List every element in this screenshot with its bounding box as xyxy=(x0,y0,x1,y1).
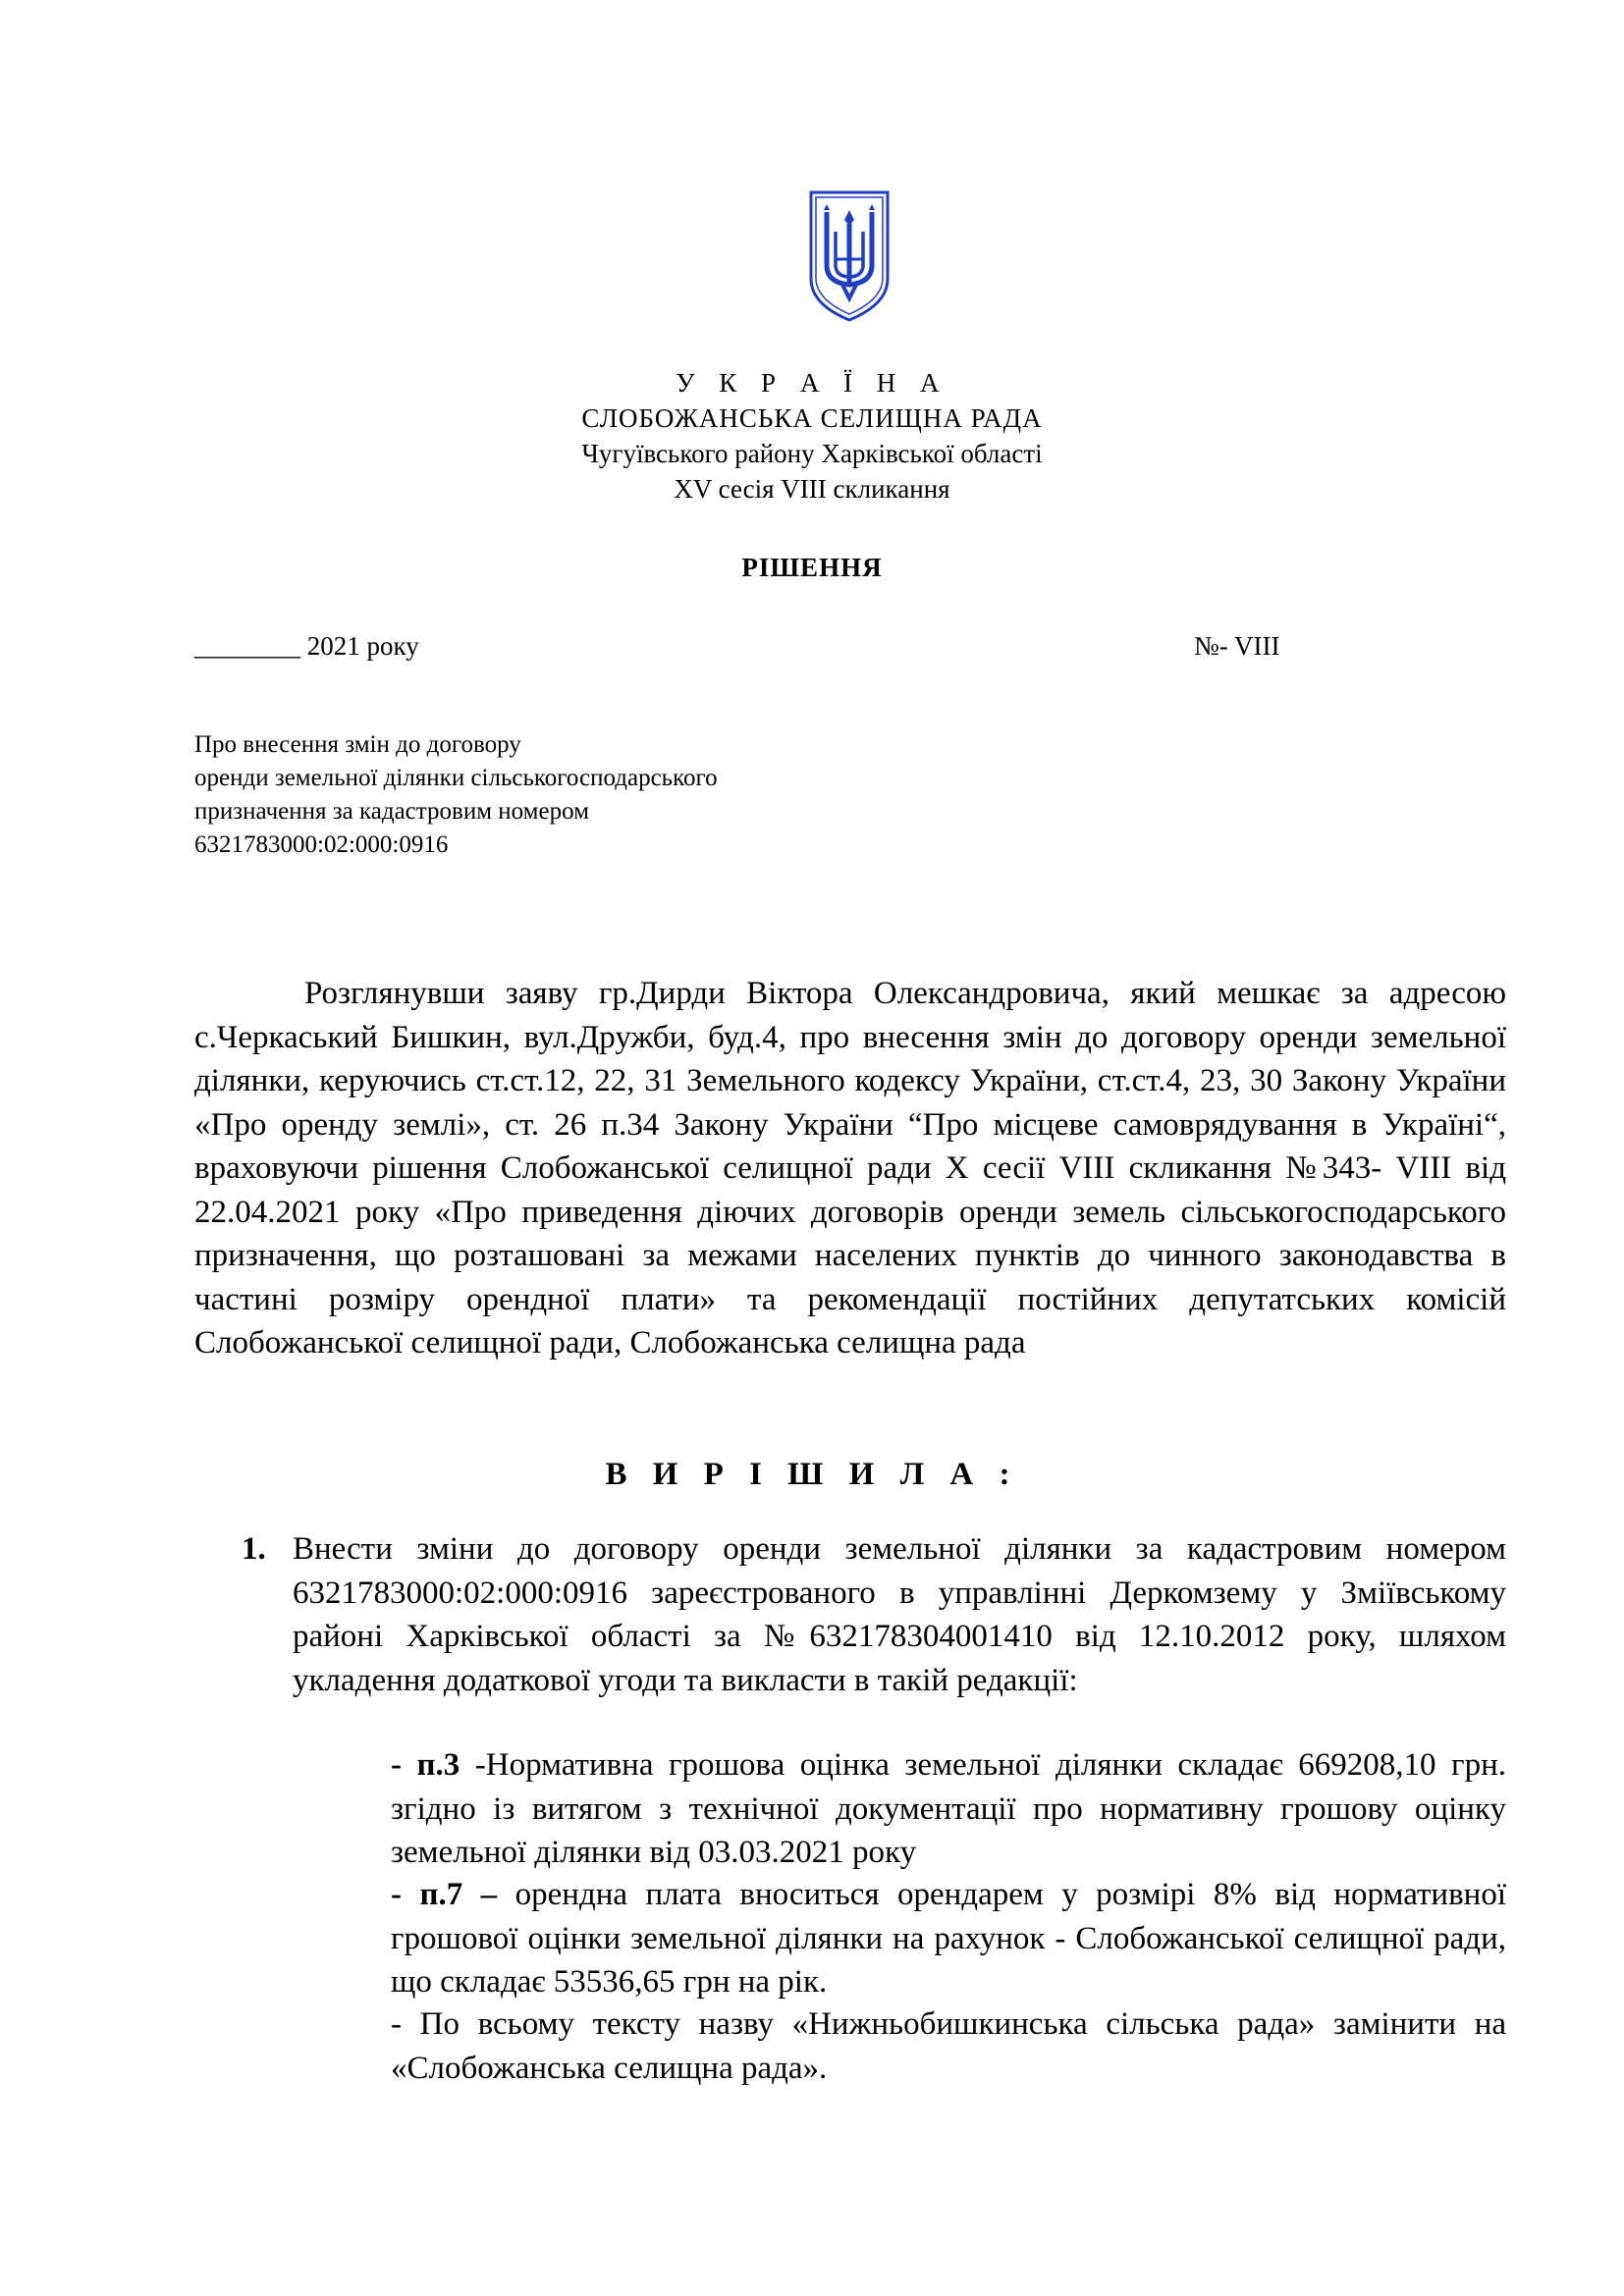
subitem-text: -Нормативна грошова оцінка земельної ділянки складає 669208,10 грн. згідно із витягом з технічної документації про нормативну грошову оцінку земельної ділянки від 03.03.2021 року xyxy=(391,1747,1506,1870)
subject-line: оренди земельної ділянки сільськогосподарського xyxy=(194,765,718,791)
subject-line: призначення за кадастровим номером xyxy=(194,798,589,825)
header-country: У К Р А Ї Н А xyxy=(676,368,948,398)
decision-number: №- VIII xyxy=(1194,631,1280,661)
decision-item-1 xyxy=(242,1527,1506,1702)
header-council: СЛОБОЖАНСЬКА СЕЛИЩНА РАДА xyxy=(581,403,1043,433)
decision-subject xyxy=(194,728,941,862)
preamble-paragraph: Розглянувши заяву гр.Дирди Віктора Олександровича, який мешкає за адресою с.Черкаський Бишкин, вул.Дружби, буд.4, про внесення змін до договору оренди земельної ділянки, керуючись ст.ст.12, 22, 31 Земельного кодексу України, ст.ст.4, 23, 30 Закону України «Про оренду землі», ст. 26 п.34 Закону України “Про місцеве самоврядування в Україні“, враховуючи рішення Слобожанської селищної ради X сесії VIII скликання №343- VIII від 22.04.2021 року «Про приведення діючих договорів оренди земель сільськогосподарського призначення, що розташовані за межами населених пунктів до чинного законодавства в частині розміру орендної плати» та рекомендації постійних депутатських комісій Слобожанської селищної ради, Слобожанська селищна рада xyxy=(194,976,1506,1361)
item-text: Внести зміни до договору оренди земельної ділянки за кадастровим номером 6321783000:02:000:0916 зареєстрованого в управлінні Деркомзему у Зміївському районі Харківської області за №632178304001410 від 12.10.2012 року, шляхом укладення додаткової угоди та викласти в такій редакції: xyxy=(293,1531,1506,1698)
subitem-rename xyxy=(391,2002,1506,2090)
subitem-p7 xyxy=(391,1873,1506,2004)
subitem-label: - п.3 xyxy=(391,1747,460,1783)
subject-line: Про внесення змін до договору xyxy=(194,731,521,758)
page-title: РІШЕННЯ xyxy=(741,553,883,582)
decided-heading: В И Р І Ш И Л А : xyxy=(605,1457,1019,1492)
preamble xyxy=(194,972,1506,1365)
header-district: Чугуївського району Харківської області xyxy=(581,439,1043,468)
header-session: XV сесія VIII скликання xyxy=(674,474,950,504)
subitem-text: - По всьому тексту назву «Нижньобишкинська сільська рада» замінити на «Слобожанська селищна рада». xyxy=(391,2006,1506,2086)
subitem-label: - п.7 – xyxy=(391,1877,498,1912)
decision-date: ________ 2021 року xyxy=(194,631,419,661)
subject-line: 6321783000:02:000:0916 xyxy=(194,831,449,858)
subitem-text: орендна плата вноситься орендарем у розмірі 8% від нормативної грошової оцінки земельної ділянки на рахунок - Слобожанської селищної ради, що складає 53536,65 грн на рік. xyxy=(391,1877,1506,2000)
trident-coat-of-arms-icon xyxy=(807,188,892,324)
item-number: 1. xyxy=(242,1531,266,1567)
subitem-p3 xyxy=(391,1743,1506,1875)
